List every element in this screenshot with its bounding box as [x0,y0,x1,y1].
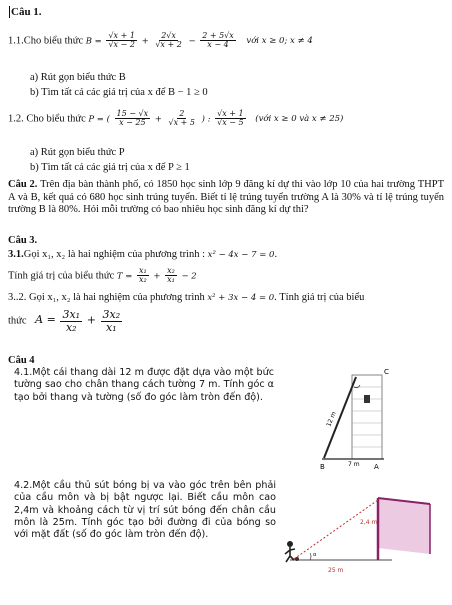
q1-1-condition: với x ≥ 0; x ≠ 4 [246,36,313,47]
q1-2-P: P = ( [88,114,110,125]
q4-2-text [14,480,276,541]
q1-2-frac-3 [215,110,246,128]
question-1-title: Câu 1. [11,6,42,18]
q1-1-B: B = [85,36,102,47]
label-distance: 25 m [328,567,344,574]
q1-1-frac-2 [153,32,184,50]
frac-denominator: √x + 5 [168,118,195,128]
label-A: A [374,463,379,471]
q3-2-frac-2 [101,309,123,333]
q1-2-frac-2 [167,110,198,128]
plus-sign: + [153,271,161,282]
frac-numerator: 15 − √x [116,109,149,118]
frac-denominator: √x − 5 [217,118,244,128]
window-icon [364,395,370,403]
q3-1-frac-1 [137,267,149,285]
frac-denominator: √x − 2 [108,40,135,50]
q4-2-paragraph: 4.2.Một cầu thủ sút bóng bị va vào góc trên bên phải của cầu môn và bị bật ngược lại. Biết cầu môn cao 2,4m và khoảng cách từ vị trí sút bóng đến chân cầu môn là 25m. Tính góc tạo bởi đường đi của bóng so với mặt đất (số đo góc làm tròn đến độ). [14,480,276,541]
period: . [274,249,278,260]
q3-2-equation: x² + 3x − 4 = 0 [207,293,275,303]
question-2-label: Câu 2. [8,179,38,190]
frac-denominator: x₂ [139,275,147,285]
q1-1-frac-3 [200,32,236,50]
q3-1-label: 3.1. [8,249,24,260]
label-height: 2,4 m [360,519,378,526]
frac-numerator: x₁ [139,266,147,275]
q3-1-equation: x² − 4x − 7 = 0 [207,250,275,260]
ladder-figure [300,365,400,473]
q1-2-prefix: 1.2. Cho biểu thức [8,113,86,125]
frac-numerator: 2 + 5√x [202,31,234,40]
q3-2-line [8,291,364,304]
question-2 [8,179,444,217]
q3-2-value-text: thức [8,315,27,327]
text-cursor [9,6,10,18]
q1-1-prefix: 1.1.Cho biểu thức [8,35,84,47]
T-symbol: T = [116,271,133,282]
frac-numerator: 3x₂ [102,308,121,321]
q1-2-part-a: a) Rút gọn biểu thức P [30,147,125,158]
frac-denominator: x₁ [167,275,175,285]
q4-1-text [14,367,274,404]
q3-2-tail: . Tính giá trị của biểu [274,292,365,303]
frac-denominator: x − 4 [207,40,229,50]
q1-2-frac-1 [115,110,151,128]
q3-2-frac-1 [60,309,82,333]
q1-1-part-b: b) Tìm tất cả các giá trị của x để B − 1 ≥ 0 [30,87,208,98]
q4-1-paragraph: 4.1.Một cái thang dài 12 m được đặt dựa vào một bức tường sao cho chân thang cách tường 7 m. Tính góc α tạo bởi thang và tường (số đo góc làm tròn đến độ). [14,367,274,403]
frac-numerator: 2√x [161,31,176,40]
label-C: C [384,368,389,376]
q1-2-part-b: b) Tìm tất cả các giá trị của x để P ≥ 1 [30,162,190,173]
frac-numerator: x₂ [167,266,175,275]
ball-icon [295,557,299,561]
plus-sign: + [86,313,96,327]
divide-sign: ) : [201,114,211,125]
ball-path-line [294,500,378,559]
question-3-title: Câu 3. [8,235,38,246]
q3-1-text: Gọi x₁, x₂ là hai nghiệm của phương trình : [23,249,206,260]
plus-sign: + [154,114,162,125]
frac-denominator: x − 25 [119,118,146,128]
frac-denominator: √x + 2 [155,40,182,50]
frac-denominator: x₁ [106,320,117,334]
label-7m: 7 m [348,461,360,468]
frac-numerator: √x + 1 [217,109,244,118]
plus-sign: + [141,36,149,47]
frac-denominator: x₂ [65,320,77,334]
A-symbol: A = [35,313,56,327]
frac-numerator: 3x₁ [62,308,81,321]
q3-1-value-text: Tính giá trị của biểu thức [8,270,115,282]
goal-net-shape [378,498,430,554]
frac-numerator: 2 [179,109,185,118]
label-12m: 12 m [325,410,338,428]
q1-1-part-a: a) Rút gọn biểu thức B [30,72,126,83]
q3-2-expression [8,309,124,333]
minus-sign: − [188,36,196,47]
q1-1-frac-1 [106,32,137,50]
goal-figure [280,490,445,585]
q1-2-line [8,110,343,128]
question-2-text: Trên địa bàn thành phố, có 1850 học sinh lớp 9 đăng kí dự thi vào lớp 10 của hai trường THPT A và B, kết quả có 680 học sinh trúng tuyển. Biết tỉ lệ trúng tuyển trường A là 30% và tỉ lệ trúng tuyển trường B là 80%. Hỏi mỗi trường có bao nhiêu học sinh đăng kí dự thi? [8,179,444,216]
question-4-title: Câu 4 [8,355,35,366]
label-alpha: α [313,552,317,558]
label-B: B [320,463,325,471]
player-head-icon [287,541,293,547]
frac-numerator: √x + 1 [108,31,135,40]
q3-1-expression [8,267,197,285]
minus-two: − 2 [181,271,197,282]
q1-2-condition: (với x ≥ 0 và x ≠ 25) [255,114,344,125]
alpha-angle-arc [310,553,311,560]
q3-1-frac-2 [165,267,177,285]
q3-2-text: 3..2. Gọi x₁, x₂ là hai nghiệm của phương trình [8,292,205,303]
q3-1-line [8,248,277,261]
q1-1-line [8,32,313,50]
